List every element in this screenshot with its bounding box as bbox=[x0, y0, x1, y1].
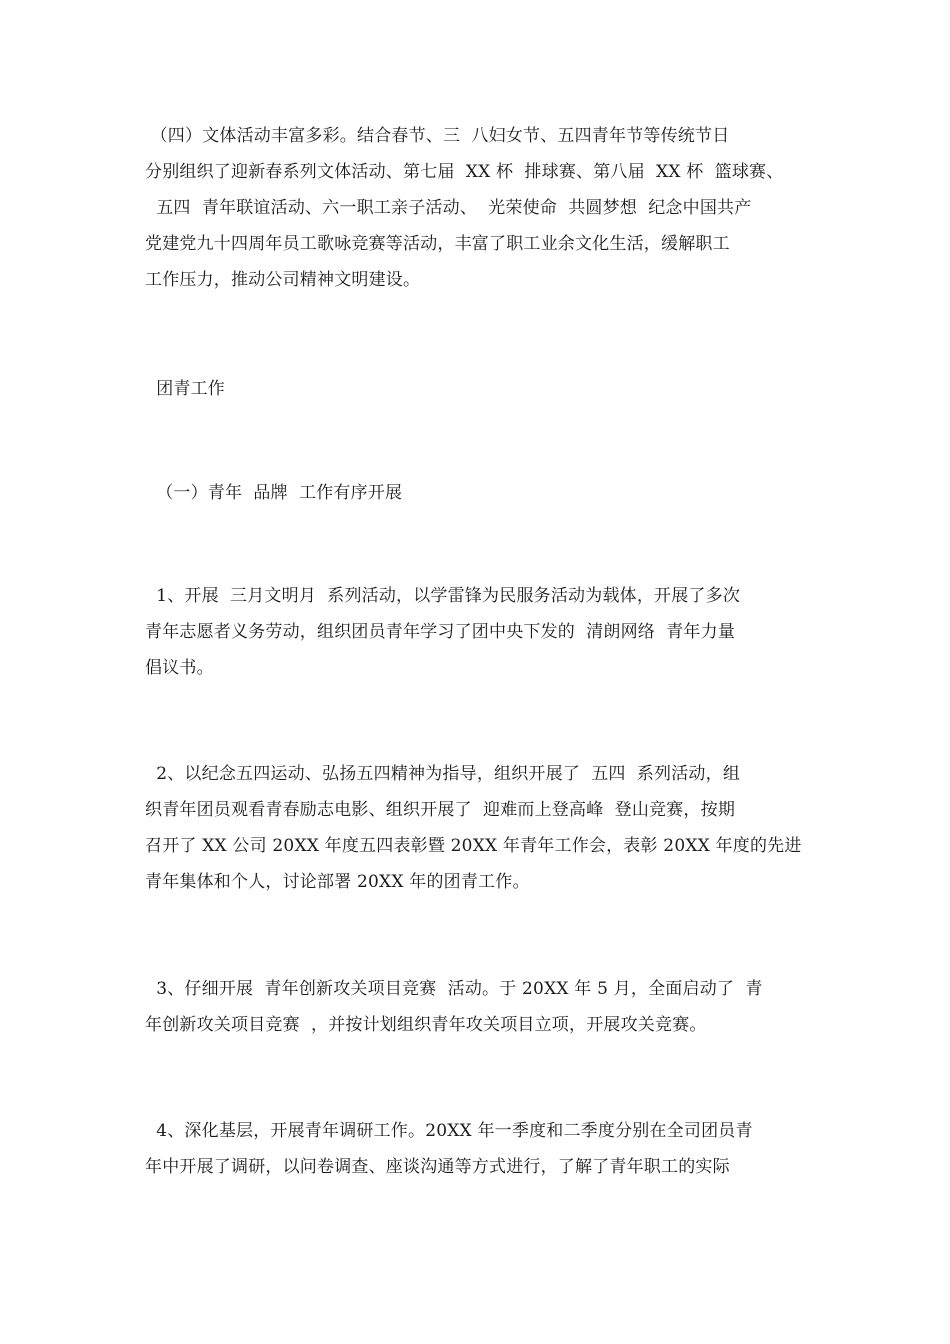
paragraph-line: 工作压力，推动公司精神文明建设。 bbox=[145, 270, 421, 290]
item-1-paragraph bbox=[145, 578, 845, 686]
paragraph-line: 召开了 XX 公司 20XX 年度五四表彰暨 20XX 年青年工作会，表彰 20XX 年度的先进 bbox=[145, 836, 802, 856]
paragraph-line: 4、深化基层，开展青年调研工作。20XX 年一季度和二季度分别在全司团员青 bbox=[145, 1121, 753, 1141]
heading-text: 团青工作 bbox=[145, 379, 226, 399]
paragraph-line: 3、仔细开展 青年创新攻关项目竞赛 活动。于 20XX 年 5 月，全面启动了 青 bbox=[145, 979, 763, 999]
item-2-paragraph bbox=[145, 756, 845, 900]
paragraph-line: 织青年团员观看青春励志电影、组织开展了 迎难而上登高峰 登山竞赛，按期 bbox=[145, 800, 736, 820]
subheading-text: （一）青年 品牌 工作有序开展 bbox=[145, 483, 403, 503]
item-4-paragraph bbox=[145, 1113, 845, 1185]
paragraph-line: 2、以纪念五四运动、弘扬五四精神为指导，组织开展了 五四 系列活动，组 bbox=[145, 764, 741, 784]
subsection-heading bbox=[145, 475, 845, 511]
paragraph-line: 五四 青年联谊活动、六一职工亲子活动、 光荣使命 共圆梦想 纪念中国共产 bbox=[145, 198, 752, 218]
paragraph-line: 青年集体和个人，讨论部署 20XX 年的团青工作。 bbox=[145, 872, 530, 892]
paragraph-line: 年创新攻关项目竞赛 ，并按计划组织青年攻关项目立项，开展攻关竞赛。 bbox=[145, 1015, 707, 1035]
section-heading bbox=[145, 371, 845, 407]
paragraph-line: （四）文体活动丰富多彩。结合春节、三 八妇女节、五四青年节等传统节日 bbox=[145, 126, 730, 146]
section4-paragraph bbox=[145, 118, 845, 298]
paragraph-line: 分别组织了迎新春系列文体活动、第七届 XX 杯 排球赛、第八届 XX 杯 篮球赛、 bbox=[145, 162, 784, 182]
paragraph-line: 青年志愿者义务劳动，组织团员青年学习了团中央下发的 清朗网络 青年力量 bbox=[145, 622, 736, 642]
paragraph-line: 1、开展 三月文明月 系列活动，以学雷锋为民服务活动为载体，开展了多次 bbox=[145, 586, 741, 606]
paragraph-line: 年中开展了调研，以问卷调查、座谈沟通等方式进行，了解了青年职工的实际 bbox=[145, 1157, 730, 1177]
paragraph-line: 倡议书。 bbox=[145, 658, 214, 678]
paragraph-line: 党建党九十四周年员工歌咏竞赛等活动，丰富了职工业余文化生活，缓解职工 bbox=[145, 234, 730, 254]
item-3-paragraph bbox=[145, 971, 845, 1043]
